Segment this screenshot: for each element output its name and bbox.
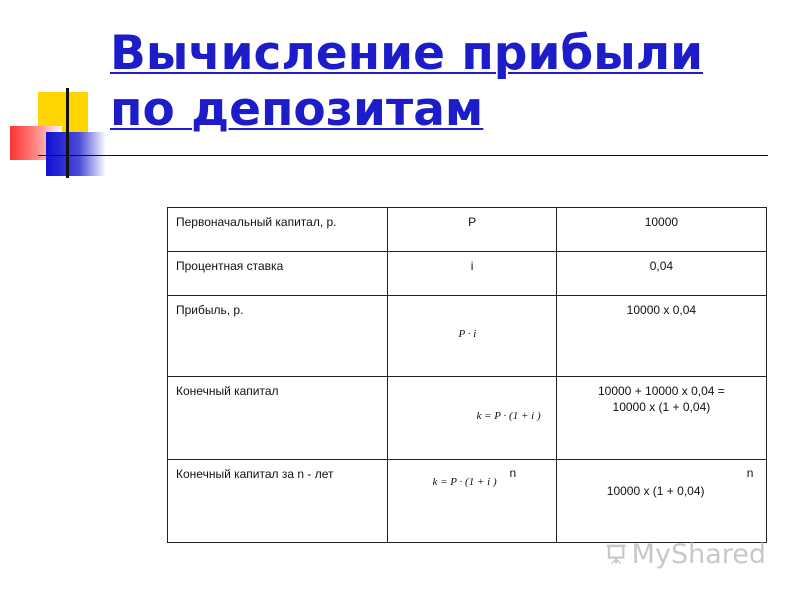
watermark [606,536,766,572]
table-row [168,377,767,460]
title-rule [38,155,768,156]
watermark-text: MyShared [631,538,766,570]
row-value: 0,04 [649,259,674,273]
presentation-board-icon [606,539,628,569]
row-formula: P · i [458,328,477,340]
row-value: 10000 x 0,04 [626,303,697,317]
row-value-line1: 10000 + 10000 x 0,04 = [597,384,725,398]
slide-corner-decoration [0,0,120,190]
row-value: 10000 [644,215,679,229]
table-row [168,208,767,252]
table-row [168,252,767,296]
table-row [168,460,767,543]
row-label: Прибыль, р. [176,303,244,317]
table-row [168,296,767,377]
row-value-line2: 10000 x (1 + 0,04) [612,400,711,414]
row-value-exponent: n [746,466,754,480]
row-symbol: i [470,259,474,273]
slide-title[interactable]: Вычисление прибыли по депозитам [110,26,704,137]
deposit-table [167,207,767,543]
row-label: Конечный капитал [176,384,279,398]
row-formula: k = P · (1 + i ) [476,410,541,422]
row-value: 10000 x (1 + 0,04) [606,484,705,498]
decoration-blue-square [46,132,106,176]
row-symbol: P [468,215,477,229]
row-formula: k = P · (1 + i ) [432,476,497,488]
row-label: Первоначальный капитал, р. [176,215,337,229]
row-formula-exponent: n [509,466,517,480]
decoration-vertical-line [66,88,69,178]
row-label: Конечный капитал за n - лет [176,467,334,481]
row-label: Процентная ставка [176,259,284,273]
